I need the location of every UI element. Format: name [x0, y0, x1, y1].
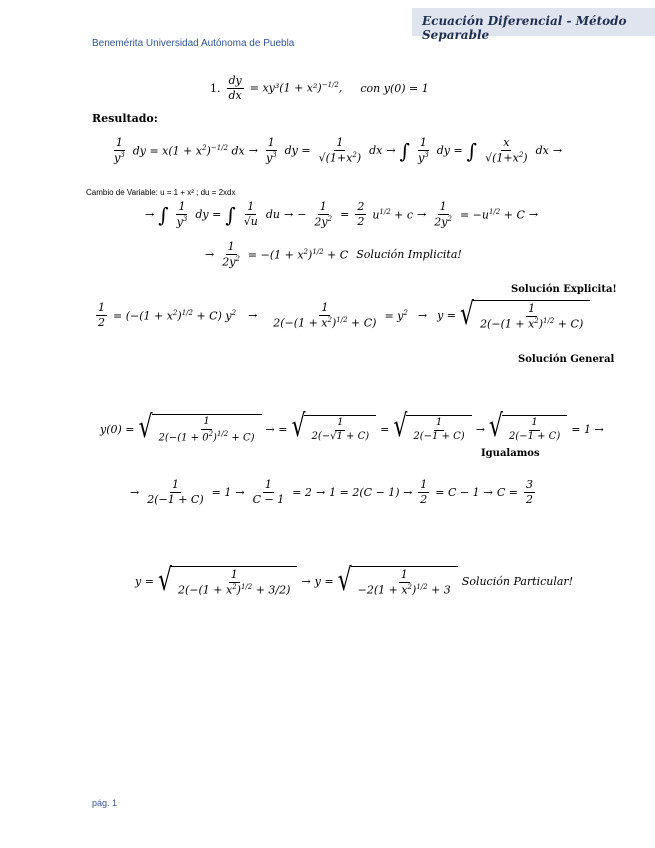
separation-step: $\frac{1}{y^3}$ dy = $x(1 + x^2)^{-1/2}$ dx → $\frac{1}{y^3}$ dy = $\frac{1}{√(1+x^2)}$ dx → ∫ $\frac{1}{y^3}$ dy = ∫ $\frac{x}{√(1+x^2)}$ dx →	[114, 136, 563, 165]
university-name: Benemérita Universidad Autónoma de Puebla	[92, 38, 295, 49]
explicit-solution: $\frac{1}{2}$ = $(-(1 + x^2)^{1/2} + C)$ $y^2$ → $\frac{1}{2(-(1 + x^2)^{1/2} + C)}$ = $y^2$ → y = √ $\frac{1}{2(-(1 + x^2)^{1/2} + C)}$	[94, 300, 590, 331]
initial-value-evaluation: y(0) = √ $\frac{1}{2(-(1 + 0^2)^{1/2} + C)}$ → = √ $\frac{1}{2(-√1 + C)}$ = √ $\frac{1}{2(-1 + C)}$ → √ $\frac{1}{2(-1 + C)}$ = 1 →	[100, 409, 604, 446]
dy-dx-fraction: $\frac{dy}{dx}$	[228, 74, 242, 102]
header-title: Ecuación Diferencial - Método Separable	[422, 14, 627, 42]
implicit-solution: → $\frac{1}{2y^2}$ = $-(1 + x^2)^{1/2} + C$ Solución Implicita!	[205, 240, 462, 269]
explicit-label: Solución Explicita!	[511, 284, 617, 295]
igualamos-label: Igualamos	[481, 448, 540, 459]
general-label: Solución General	[518, 354, 615, 365]
solve-constant: → $\frac{1}{2(-1 + C)}$ = 1 → $\frac{1}{C - 1}$ = 2 → 1 = 2(C − 1) → $\frac{1}{2}$ = C − 1 → C = $\frac{3}{2}$	[130, 478, 533, 506]
particular-solution: y = √ $\frac{1}{2(-(1 + x^2)^{1/2} + 3/2)}$ → y = √ $\frac{1}{-2(1 + x^2)^{1/2} + 3}$ Solución Particular!	[135, 563, 574, 599]
integration-step: → ∫ $\frac{1}{y^3}$ dy = ∫ $\frac{1}{√u}$ du → − $\frac{1}{2y^2}$ = $\frac{2}{2}$ $u^{1/2} + c$ → $\frac{1}{2y^2}$ = $-u^{1/2} + C$ →	[145, 200, 539, 229]
initial-condition: con y(0) = 1	[360, 81, 429, 95]
implicit-label: Solución Implicita!	[356, 248, 462, 262]
problem-statement	[210, 74, 429, 103]
problem-rhs: = $xy^3(1 + x^2)^{-1/2}$,	[249, 81, 343, 96]
document-header	[412, 8, 655, 42]
problem-number: 1.	[210, 81, 221, 95]
page-number: pág. 1	[92, 798, 118, 808]
change-of-variable-note: Cambio de Variable: u = 1 + x² ; du = 2xdx	[86, 188, 236, 197]
particular-label: Solución Particular!	[461, 575, 574, 589]
resultado-label: Resultado:	[92, 112, 158, 125]
